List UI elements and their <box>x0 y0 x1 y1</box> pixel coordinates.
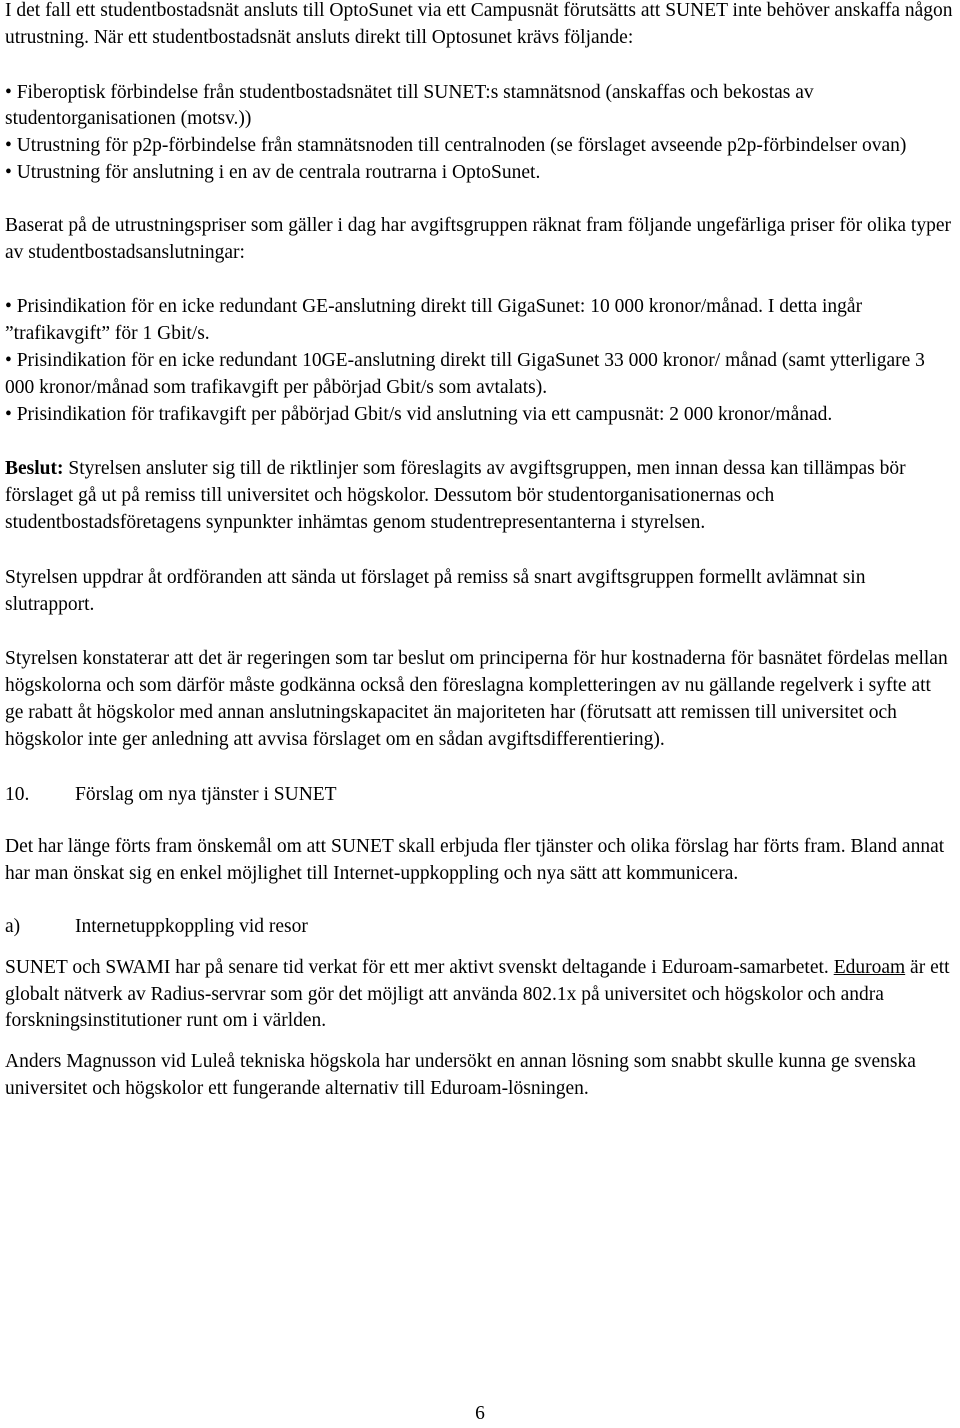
decision-text: Styrelsen ansluter sig till de riktlinjer som föreslagits av avgiftsgruppen, men innan dessa kan tillämpas bör förslaget gå ut på remiss till universitet och högskolor. Dessutom bör studentorganisationernas och studentbostadsföretagens synpunkter inhämtas genom studentrepresentanterna i styrelsen. <box>5 458 906 533</box>
lulea-paragraph: Anders Magnusson vid Luleå tekniska högskola har undersökt en annan lösning som snabbt skulle kunna ge svenska universitet och högskolor ett fungerande alternativ till Eduroam-lösningen. <box>5 1051 916 1099</box>
section-intro-paragraph: Det har länge förts fram önskemål om att SUNET skall erbjuda fler tjänster och olika förslag har förts fram. Bland annat har man önskat sig en enkel möjlighet till Internet-uppkoppling och nya sätt att kommunicera. <box>5 836 945 885</box>
requirement-item: • Fiberoptisk förbindelse från studentbostadsnätet till SUNET:s stamnätsnod (anskaffas och bekostas av studentorganisationen (motsv.)) <box>5 81 814 130</box>
requirement-item: • Utrustning för anslutning i en av de centrala routrarna i OptoSunet. <box>5 161 541 183</box>
board-notes-paragraph: Styrelsen konstaterar att det är regeringen som tar beslut om principerna för hur kostnaderna för basnätet fördelas mellan högskolorna och som därför måste godkänna också den föreslagna kompletteringen av nu gällande regelverk i syfte att ge rabatt åt högskolor med annan anslutningskapacitet än majoriteten har (förutsatt att remissen till universitet och högskolor inte ger anledning att avvisa förslaget om en sådan avgiftsdifferentiering). <box>5 648 948 750</box>
requirement-item: • Utrustning för p2p-förbindelse från stamnätsnoden till centralnoden (se förslaget avseende p2p-förbindelser ovan) <box>5 135 907 157</box>
subsection-title: Internetuppkoppling vid resor <box>75 915 308 937</box>
price-item: • Prisindikation för en icke redundant GE-anslutning direkt till GigaSunet: 10 000 kronor/månad. I detta ingår ”trafikavgift” för 1 Gbit/s. <box>5 296 863 345</box>
eduroam-paragraph <box>5 955 953 1035</box>
eduroam-text-part2: är ett globalt nätverk av Radius-servrar som gör det möjligt att använda 802.1x på universitet och högskolor och andra forskningsinstitutioner runt om i världen. <box>5 956 950 1032</box>
subsection-heading <box>5 914 953 941</box>
pricing-intro-paragraph: Baserat på de utrustningspriser som gäller i dag har avgiftsgruppen räknat fram följande ungefärliga priser för olika typer av studentbostadsanslutningar: <box>5 214 951 263</box>
eduroam-link[interactable]: Eduroam <box>833 956 906 978</box>
subsection-number: a) <box>5 915 21 937</box>
document-page <box>5 0 953 1103</box>
decision-label: Beslut: <box>5 458 64 480</box>
eduroam-text-part1: SUNET och SWAMI har på senare tid verkat för ett mer aktivt svenskt deltagande i Eduroam-samarbetet. <box>5 956 834 978</box>
section-number: 10. <box>5 783 30 805</box>
price-item: • Prisindikation för trafikavgift per påbörjad Gbit/s vid anslutning via ett campusnät: 2 000 kronor/månad. <box>5 403 833 425</box>
section-title: Förslag om nya tjänster i SUNET <box>75 783 337 805</box>
intro-paragraph: I det fall ett studentbostadsnät ansluts till OptoSunet via ett Campusnät förutsätts att SUNET inte behöver anskaffa någon utrustning. När ett studentbostadsnät ansluts direkt till Optosunet krävs följande: <box>5 0 953 48</box>
decision-paragraph <box>5 456 953 536</box>
section-heading <box>5 782 953 809</box>
price-item: • Prisindikation för en icke redundant 10GE-anslutning direkt till GigaSunet 33 000 kronor/ månad (samt ytterligare 3 000 kronor/månad som trafikavgift per påbörjad Gbit/s som avtalats). <box>5 349 925 398</box>
board-task-paragraph: Styrelsen uppdrar åt ordföranden att sända ut förslaget på remiss så snart avgiftsgruppen formellt avlämnat sin slutrapport. <box>5 566 866 615</box>
page-number: 6 <box>475 1403 485 1424</box>
